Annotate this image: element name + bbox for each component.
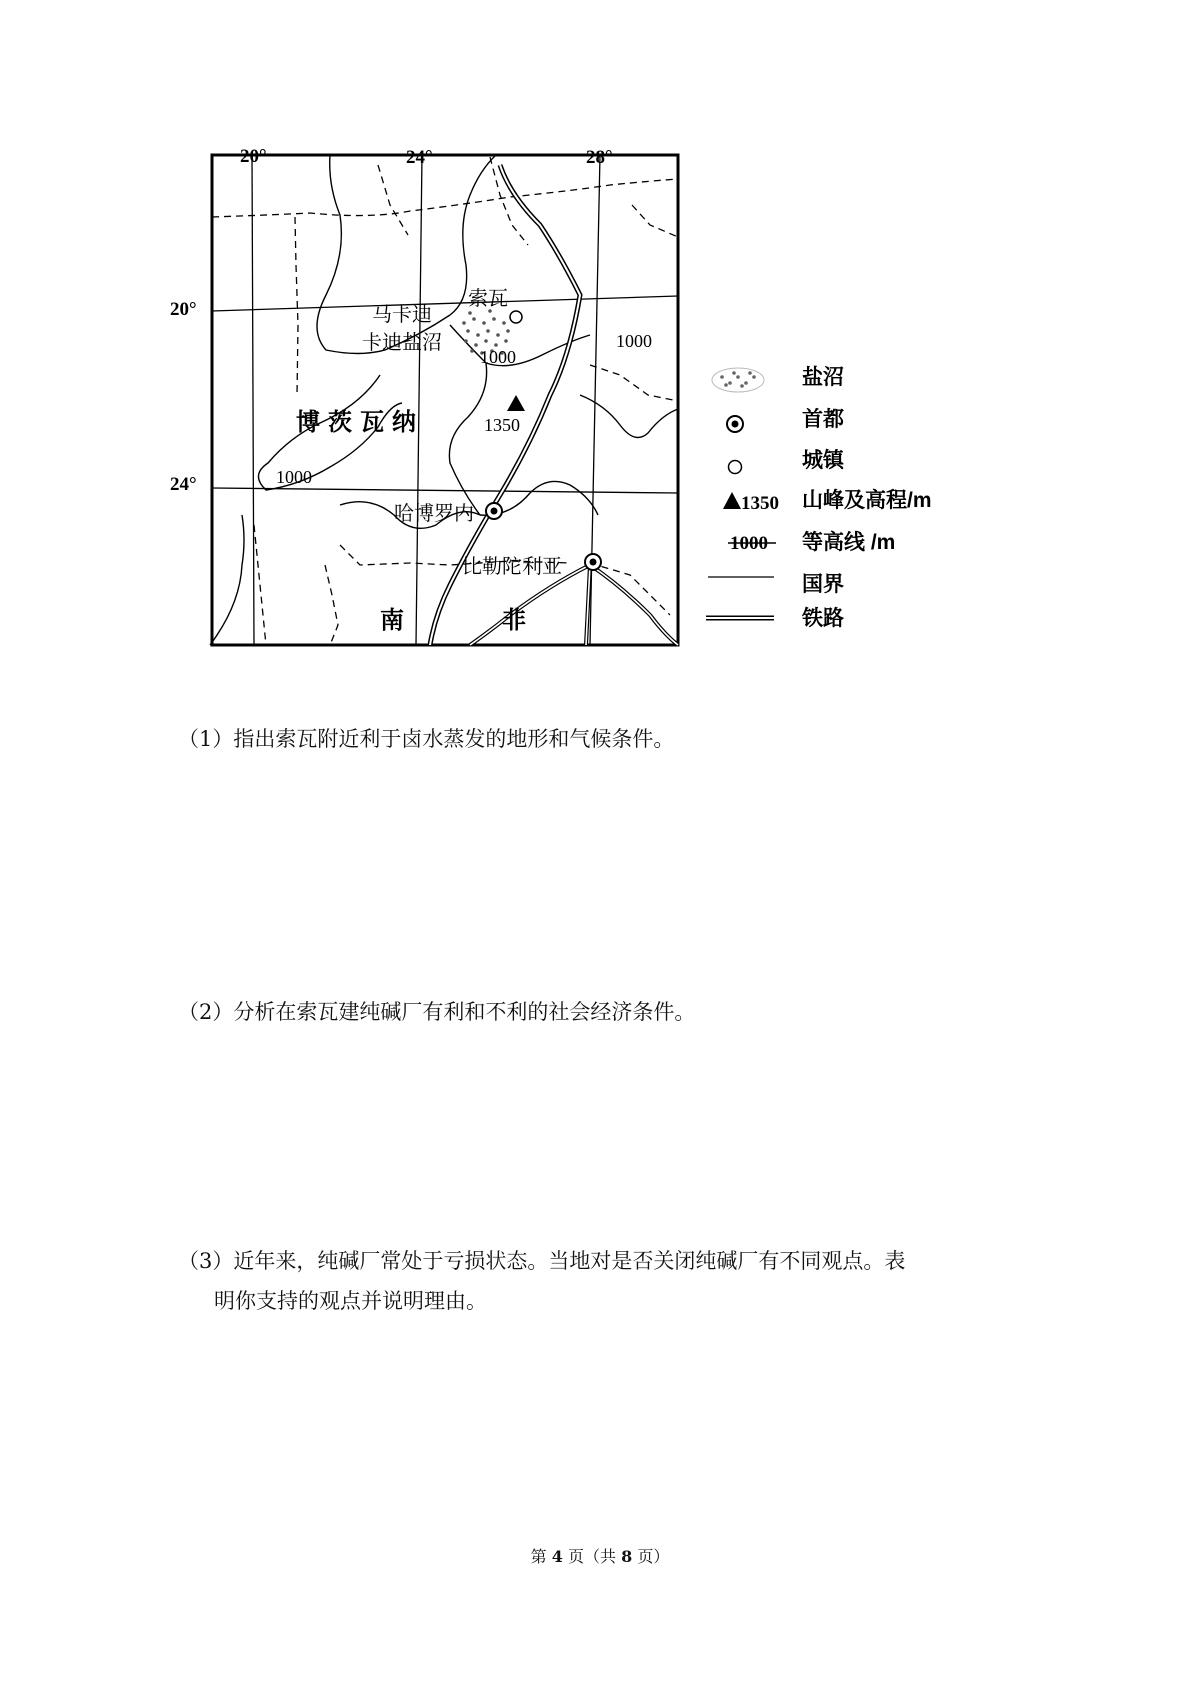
legend-label-contour: 等高线 /m: [802, 531, 896, 554]
footer-suffix: 页）: [632, 1547, 670, 1566]
map-legend: [706, 365, 932, 630]
pretoria-capital-marker: [585, 554, 601, 570]
question-2: （2）分析在索瓦建纯碱厂有利和不利的社会经济条件。: [178, 1000, 696, 1024]
label-south: 南: [380, 607, 404, 634]
gaborone-capital-marker: [486, 503, 502, 519]
label-africa: 非: [502, 607, 526, 634]
label-pretoria: 比勒陀利亚: [462, 556, 562, 578]
town-icon: [729, 461, 742, 474]
legend-label-border: 国界: [802, 573, 844, 596]
legend-label-peak: 山峰及高程/m: [802, 489, 932, 512]
label-botswana: 博茨瓦纳: [296, 409, 424, 436]
contour-label-1: 1000: [480, 347, 516, 367]
contour-label-3: 1000: [276, 467, 312, 487]
question-3-line2: 明你支持的观点并说明理由。: [214, 1289, 487, 1313]
legend-label-town: 城镇: [802, 449, 844, 472]
question-1: （1）指出索瓦附近利于卤水蒸发的地形和气候条件。: [178, 727, 675, 751]
label-makgadikgadi-line2: 卡迪盐沼: [362, 332, 442, 354]
peak-elevation-label: 1350: [484, 415, 520, 435]
label-sowa: 索瓦: [468, 288, 508, 310]
lon-label-24: 24°: [406, 147, 433, 168]
legend-label-railway: 铁路: [802, 607, 844, 630]
question-3-line1: （3）近年来，纯碱厂常处于亏损状态。当地对是否关闭纯碱厂有不同观点。表: [178, 1249, 906, 1273]
contour-label-2: 1000: [616, 331, 652, 351]
peak-icon-sample: 1350: [741, 493, 779, 514]
footer-page-number: 4: [551, 1547, 563, 1566]
sowa-town-marker: [510, 311, 522, 323]
lon-label-28: 28°: [586, 147, 613, 168]
label-makgadikgadi-line1: 马卡迪: [372, 304, 432, 326]
question-3: [178, 1241, 905, 1321]
label-gaborone: 哈博罗内: [394, 503, 474, 525]
lat-label-20: 20°: [170, 299, 197, 320]
contour-icon: 1000: [730, 533, 768, 554]
map-figure: [150, 145, 1050, 655]
page-footer: [0, 1544, 1200, 1567]
legend-label-capital: 首都: [802, 408, 844, 431]
footer-total-pages: 8: [621, 1547, 633, 1566]
salt-marsh-icon: [712, 368, 764, 392]
footer-prefix: 第: [530, 1547, 552, 1566]
legend-label-salt-marsh: 盐沼: [802, 366, 844, 389]
map-frame: [212, 155, 678, 645]
lon-label-20: 20°: [240, 146, 267, 167]
lat-label-24: 24°: [170, 474, 197, 495]
peak-icon: [723, 492, 741, 509]
footer-middle: 页（共: [562, 1547, 622, 1566]
capital-icon: [727, 416, 743, 432]
